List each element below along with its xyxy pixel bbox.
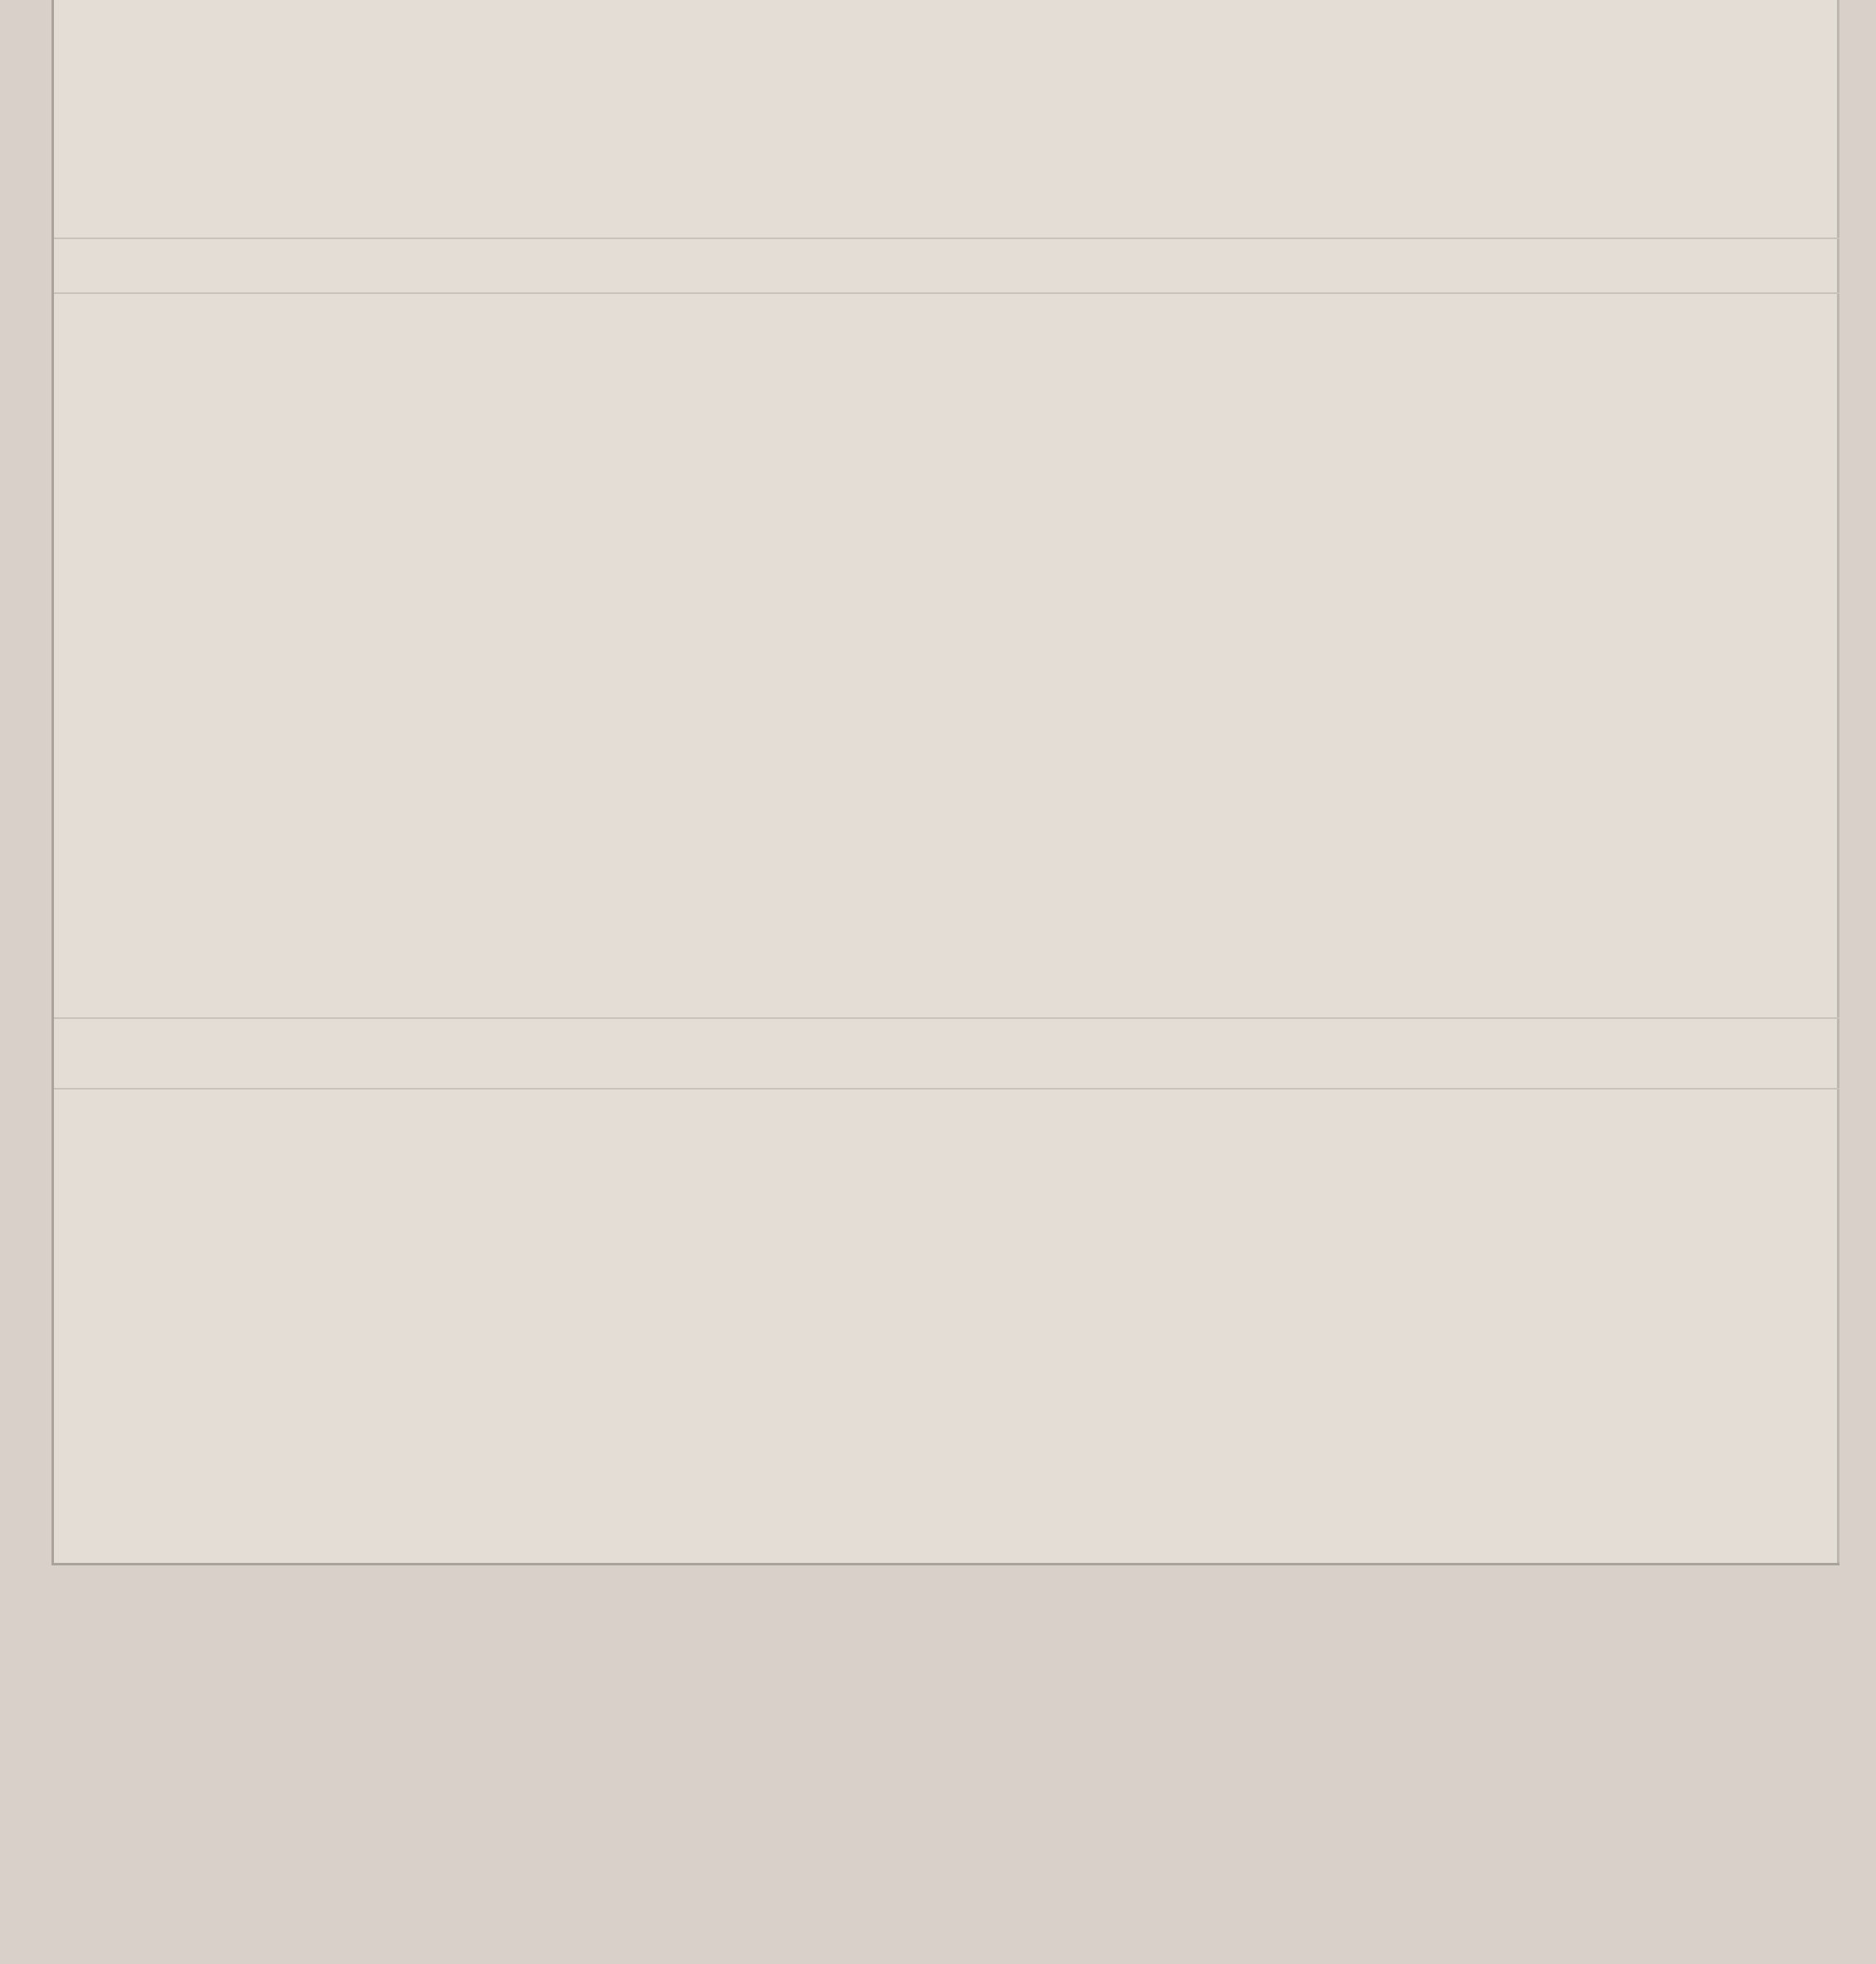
section-divider: [54, 238, 1839, 239]
section-divider: [54, 292, 1839, 294]
section-divider: [54, 1017, 1839, 1019]
lab-report-sheet: [51, 0, 1839, 1565]
section-divider: [54, 1088, 1839, 1090]
sheet-edge: [1837, 0, 1839, 1563]
